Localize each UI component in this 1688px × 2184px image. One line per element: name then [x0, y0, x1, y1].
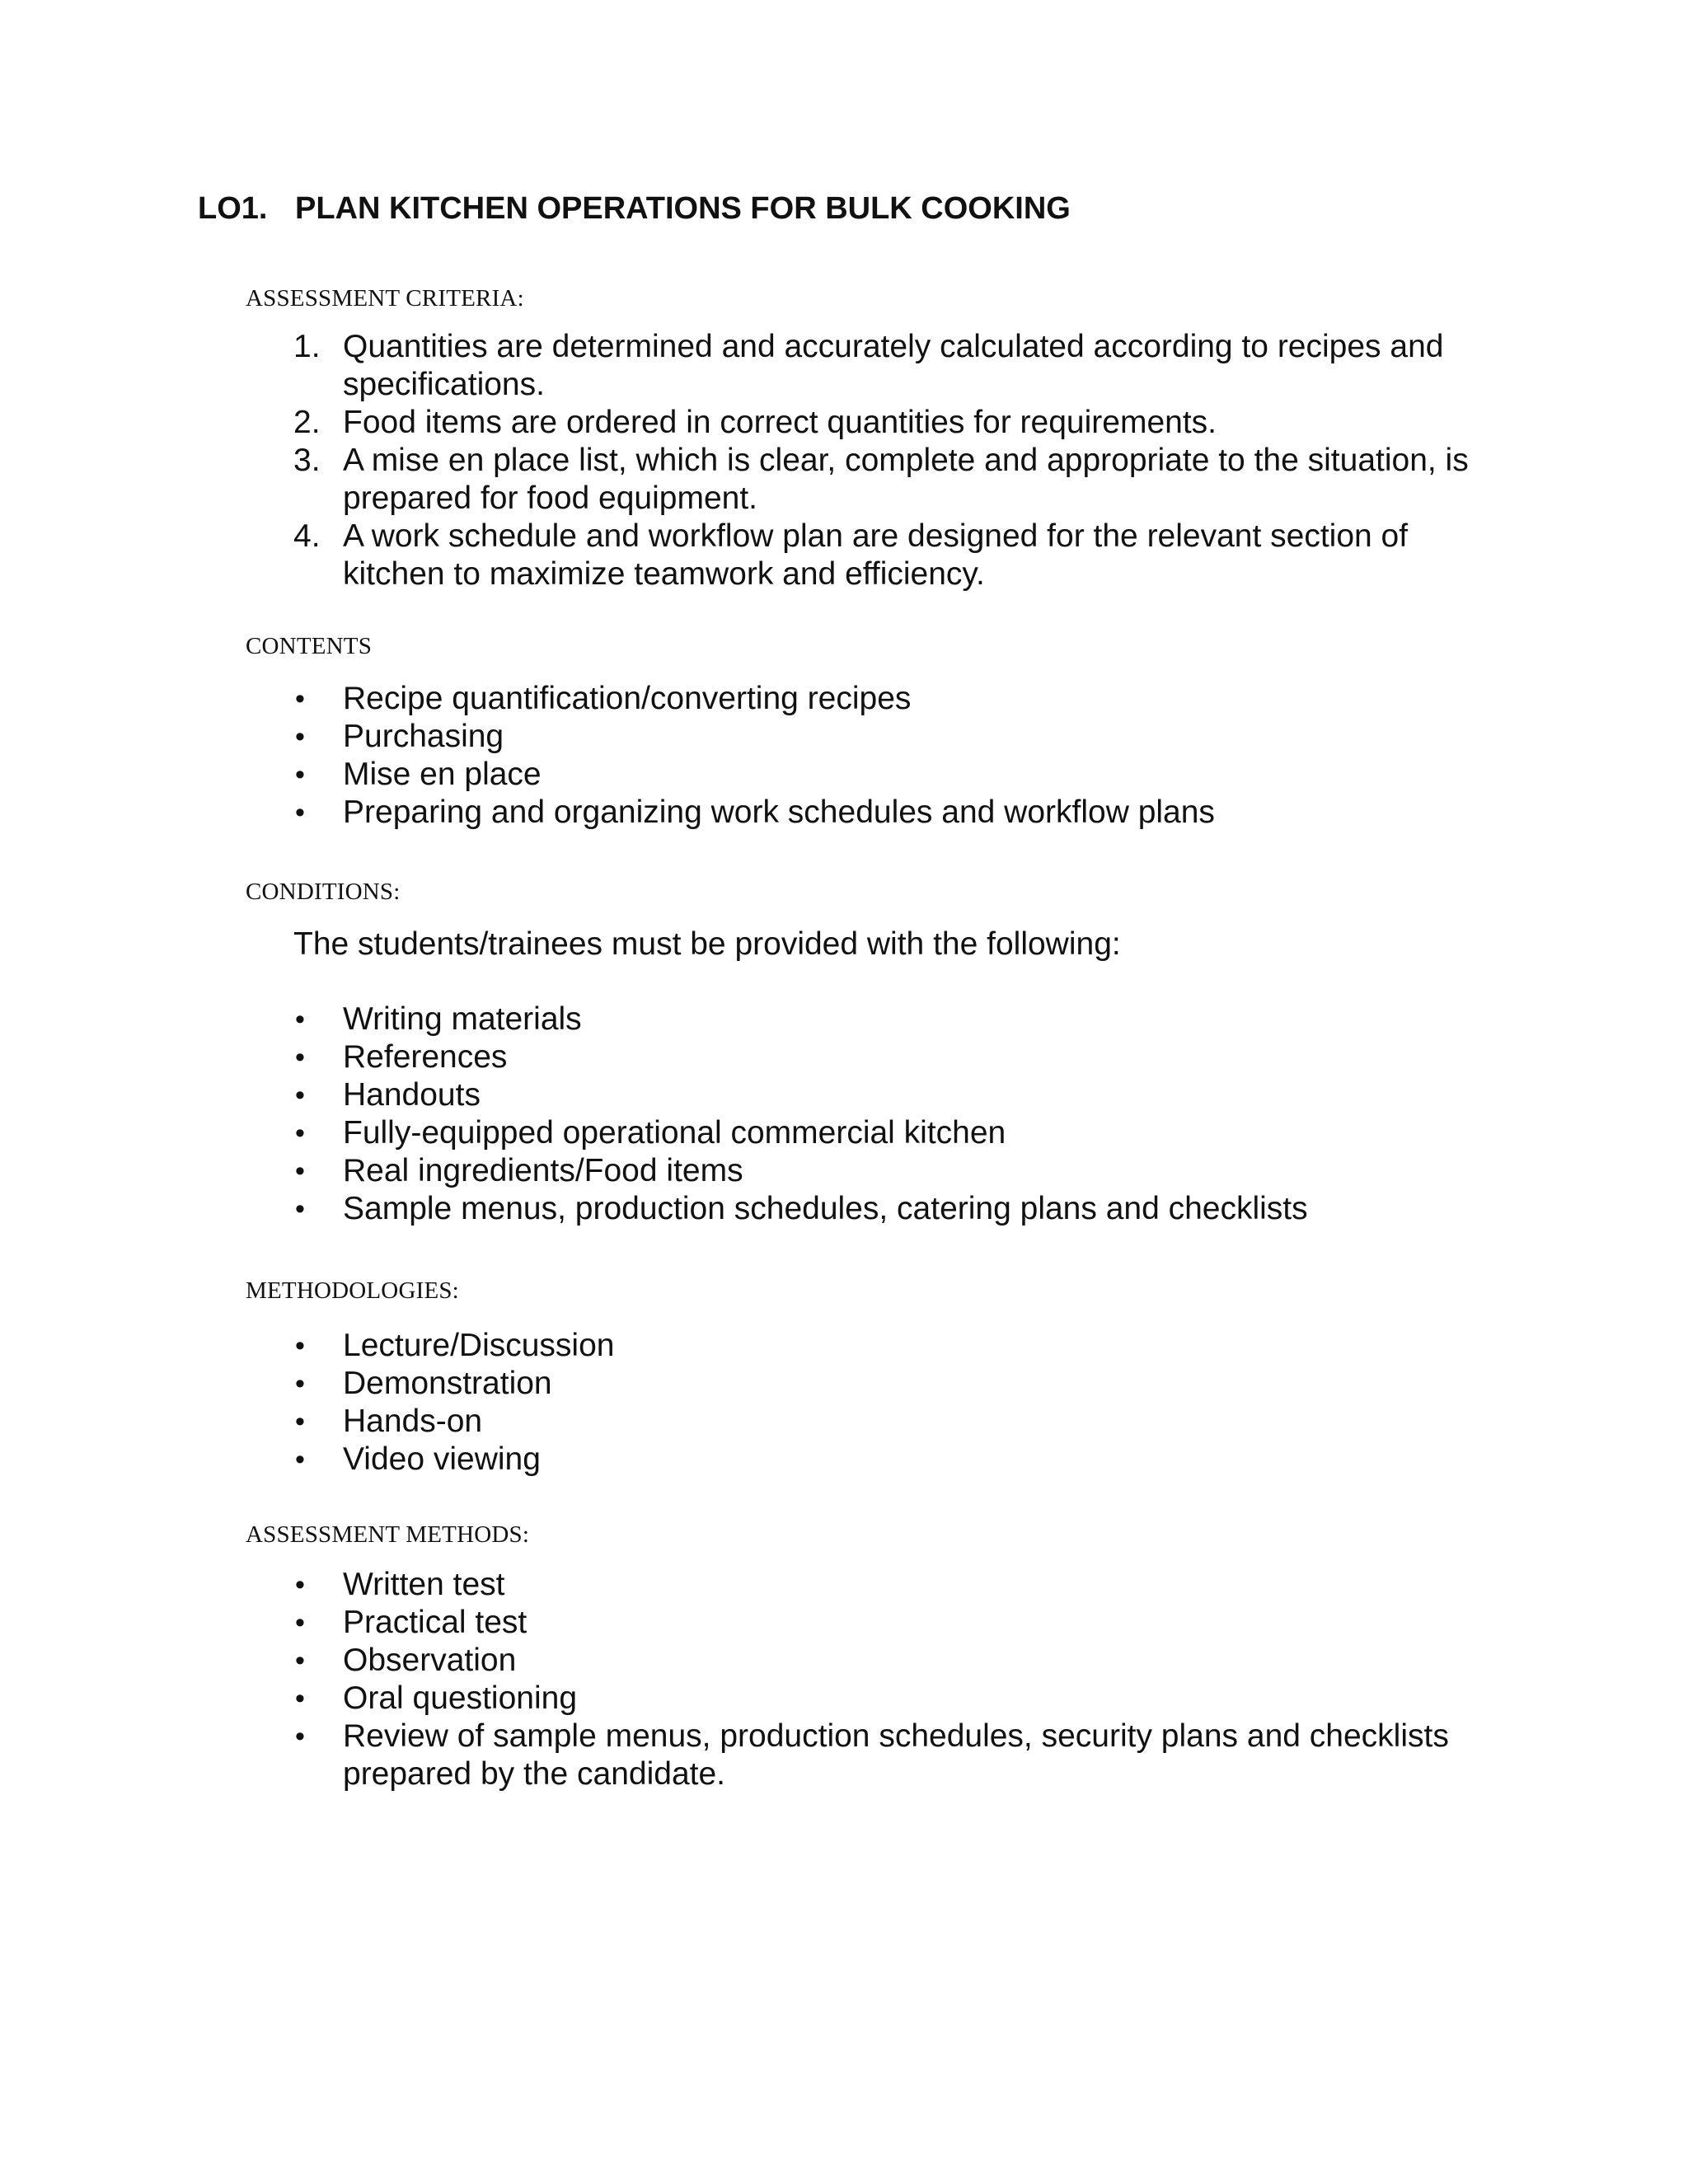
bullet-icon: •	[295, 1406, 305, 1437]
list-item-text: Writing materials	[343, 1001, 582, 1037]
list-item-text: Real ingredients/Food items	[343, 1153, 743, 1188]
list-item	[0, 680, 1480, 718]
list-item	[0, 1642, 1480, 1680]
list-item	[0, 1604, 1480, 1642]
list-item-text: Mise en place	[343, 757, 542, 792]
list-item	[0, 1114, 1480, 1152]
list-number: 2.	[293, 405, 321, 440]
title-number: LO1.	[198, 191, 268, 226]
list-item-text: Written test	[343, 1567, 505, 1602]
page-title	[198, 191, 1071, 227]
assessment-criteria-heading: ASSESSMENT CRITERIA:	[246, 285, 524, 312]
methodologies-heading: METHODOLOGIES:	[246, 1277, 459, 1304]
bullet-icon: •	[295, 1042, 305, 1073]
methodologies-list	[0, 1327, 1480, 1479]
list-item-text: Fully-equipped operational commercial kitchen	[343, 1115, 1006, 1151]
bullet-icon: •	[295, 1080, 305, 1111]
list-item	[0, 1190, 1480, 1228]
conditions-heading: CONDITIONS:	[246, 879, 401, 905]
list-item	[0, 1403, 1480, 1441]
list-item-text: Preparing and organizing work schedules and workflow plans	[343, 794, 1215, 830]
list-item	[0, 404, 1480, 442]
list-item	[0, 1327, 1480, 1365]
list-item	[0, 1680, 1480, 1718]
list-item-text: Demonstration	[343, 1366, 552, 1401]
bullet-icon: •	[295, 1155, 305, 1187]
conditions-intro: The students/trainees must be provided with the following:	[293, 926, 1121, 962]
list-item-text: Handouts	[343, 1077, 481, 1113]
list-item-text: Food items are ordered in correct quantities for requirements.	[343, 405, 1217, 440]
bullet-icon: •	[295, 683, 305, 715]
list-item-text: Review of sample menus, production schedules, security plans and checklists prepared by the candidate.	[343, 1718, 1449, 1792]
list-item	[0, 328, 1480, 404]
list-item-text: Observation	[343, 1643, 517, 1678]
list-item-text: Purchasing	[343, 719, 504, 754]
assessment-methods-list	[0, 1566, 1480, 1793]
bullet-icon: •	[295, 1607, 305, 1638]
list-item	[0, 1001, 1480, 1038]
list-item	[0, 1566, 1480, 1604]
bullet-icon: •	[295, 1444, 305, 1475]
conditions-list	[0, 1001, 1480, 1228]
list-item	[0, 1365, 1480, 1403]
bullet-icon: •	[295, 1004, 305, 1035]
list-item	[0, 442, 1480, 518]
bullet-icon: •	[295, 1645, 305, 1676]
list-item-text: A mise en place list, which is clear, complete and appropriate to the situation, is prepared for food equipment.	[343, 443, 1469, 516]
list-item-text: References	[343, 1039, 508, 1075]
list-item	[0, 1076, 1480, 1114]
list-item	[0, 1038, 1480, 1076]
bullet-icon: •	[295, 1330, 305, 1361]
list-number: 3.	[293, 443, 321, 478]
contents-list	[0, 680, 1480, 832]
assessment-criteria-list	[0, 328, 1480, 593]
bullet-icon: •	[295, 759, 305, 790]
list-item-text: Lecture/Discussion	[343, 1328, 615, 1363]
list-item-text: Recipe quantification/converting recipes	[343, 681, 912, 716]
list-item	[0, 518, 1480, 593]
bullet-icon: •	[295, 797, 305, 828]
bullet-icon: •	[295, 1569, 305, 1601]
list-number: 1.	[293, 329, 321, 364]
list-item-text: Quantities are determined and accurately calculated according to recipes and specifications.	[343, 329, 1444, 402]
list-item-text: Practical test	[343, 1605, 528, 1640]
list-item-text: A work schedule and workflow plan are designed for the relevant section of kitchen to maximize teamwork and efficiency.	[343, 518, 1409, 592]
list-number: 4.	[293, 518, 321, 554]
contents-heading: CONTENTS	[246, 633, 373, 659]
bullet-icon: •	[295, 1368, 305, 1399]
list-item	[0, 794, 1480, 832]
list-item-text: Video viewing	[343, 1441, 541, 1477]
list-item-text: Sample menus, production schedules, catering plans and checklists	[343, 1191, 1308, 1226]
list-item-text: Hands-on	[343, 1404, 483, 1439]
bullet-icon: •	[295, 1193, 305, 1225]
list-item	[0, 718, 1480, 756]
list-item	[0, 1718, 1480, 1793]
bullet-icon: •	[295, 1118, 305, 1149]
list-item	[0, 756, 1480, 794]
title-text: PLAN KITCHEN OPERATIONS FOR BULK COOKING	[295, 191, 1071, 226]
bullet-icon: •	[295, 1721, 305, 1752]
bullet-icon: •	[295, 721, 305, 752]
list-item-text: Oral questioning	[343, 1680, 578, 1716]
bullet-icon: •	[295, 1683, 305, 1714]
list-item	[0, 1152, 1480, 1190]
list-item	[0, 1441, 1480, 1479]
assessment-methods-heading: ASSESSMENT METHODS:	[246, 1521, 530, 1548]
